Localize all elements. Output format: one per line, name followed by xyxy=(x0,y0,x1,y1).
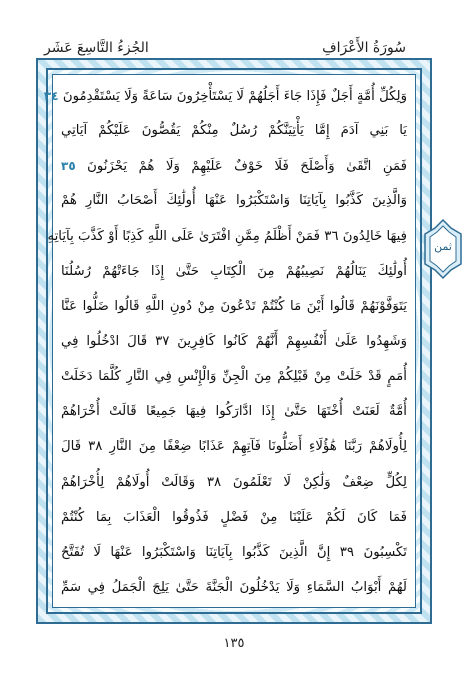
verse-line xyxy=(61,397,407,427)
verse-line xyxy=(61,292,407,322)
verse-line xyxy=(61,257,407,287)
page-number: ١٣٥ xyxy=(223,636,245,651)
verse-text: فَمَا كَانَ لَكُمْ عَلَيْنَا مِنْ فَضْلٍ فَذُوقُوا الْعَذَابَ بِمَا كُنْتُمْ xyxy=(61,509,407,525)
surah-title: سُورَةُ الأَعْرَافِ xyxy=(322,40,406,56)
verse-text: يَتَوَفَّوْنَهُمْ قَالُوا أَيْنَ مَا كُنْتُمْ تَدْعُونَ مِنْ دُونِ اللَّهِ قَالُوا ضَلُّوا عَنَّا xyxy=(61,298,407,314)
verse-line xyxy=(61,573,407,603)
verse-line xyxy=(61,362,407,392)
hizb-title: الجُزءُ التَّاسِعَ عَشَر xyxy=(44,40,149,56)
verse-line xyxy=(61,468,407,498)
verse-text: تَكْسِبُونَ ٣٩ إِنَّ الَّذِينَ كَذَّبُوا بِآيَاتِنَا وَاسْتَكْبَرُوا عَنْهَا لَا تُفَتَّحُ xyxy=(61,544,408,560)
verse-text: أُمَّةٌ لَعَنَتْ أُخْتَهَا حَتَّىٰ إِذَا ادَّارَكُوا فِيهَا جَمِيعًا قَالَتْ أُخْرَاهُمْ xyxy=(61,404,407,420)
verse-text: لَهُمْ أَبْوَابُ السَّمَاءِ وَلَا يَدْخُلُونَ الْجَنَّةَ حَتَّىٰ يَلِجَ الْجَمَلُ فِي سَمِّ xyxy=(61,579,407,595)
verse-line xyxy=(47,222,407,252)
verse-text: وَشَهِدُوا عَلَىٰ أَنْفُسِهِمْ أَنَّهُمْ كَانُوا كَافِرِينَ ٣٧ قَالَ ادْخُلُوا فِي xyxy=(61,333,407,349)
verse-text: أُولَٰئِكَ يَنَالُهُمْ نَصِيبُهُمْ مِنَ الْكِتَابِ حَتَّىٰ إِذَا جَاءَتْهُمْ رُسُلُنَا xyxy=(61,263,407,279)
eighth-marker-label: ثمن xyxy=(434,240,452,253)
verse-text: فَمَنِ اتَّقَىٰ وَأَصْلَحَ فَلَا خَوْفٌ عَلَيْهِمْ وَلَا هُمْ يَحْزَنُونَ xyxy=(87,159,407,175)
ayah-number: ٣٥ xyxy=(61,159,76,174)
verse-text: يَا بَنِي آدَمَ إِمَّا يَأْتِيَنَّكُمْ رُسُلٌ مِنْكُمْ يَقُصُّونَ عَلَيْكُمْ آيَاتِي xyxy=(61,123,407,139)
verse-line xyxy=(61,503,407,533)
ayah-number: ٣٤ xyxy=(43,89,59,103)
verse-text: فِيهَا خَالِدُونَ ٣٦ فَمَنْ أَظْلَمُ مِمَّنِ افْتَرَىٰ عَلَى اللَّهِ كَذِبًا أَوْ كَذَّبَ بِآيَاتِهِ xyxy=(47,228,407,244)
verse-text: وَلِكُلِّ أُمَّةٍ أَجَلٌ فَإِذَا جَاءَ أَجَلُهُمْ لَا يَسْتَأْخِرُونَ سَاعَةً وَلَا يَسْتَقْدِمُونَ xyxy=(62,89,407,104)
verse-line xyxy=(61,327,407,357)
verse-line xyxy=(61,432,407,462)
verse-text: أُمَمٍ قَدْ خَلَتْ مِنْ قَبْلِكُمْ مِنَ الْجِنِّ وَالْإِنْسِ فِي النَّارِ كُلَّمَا دَخَلَتْ xyxy=(61,369,407,385)
eighth-marker xyxy=(421,218,465,280)
verse-line xyxy=(61,538,407,568)
verse-line xyxy=(61,151,407,181)
text-lines xyxy=(43,81,408,603)
quran-text-area xyxy=(43,74,416,608)
verse-text: لِكُلٍّ ضِعْفٌ وَلَٰكِنْ لَا تَعْلَمُونَ ٣٨ وَقَالَتْ أُولَاهُمْ لِأُخْرَاهُمْ xyxy=(61,474,407,490)
verse-line xyxy=(61,186,407,216)
verse-line xyxy=(43,81,407,111)
verse-line xyxy=(61,116,407,146)
verse-text: لِأُولَاهُمْ رَبَّنَا هَٰؤُلَاءِ أَضَلُّونَا فَآتِهِمْ عَذَابًا ضِعْفًا مِنَ النَّارِ ٣٨ قَالَ xyxy=(61,439,408,455)
verse-text: وَالَّذِينَ كَذَّبُوا بِآيَاتِنَا وَاسْتَكْبَرُوا عَنْهَا أُولَٰئِكَ أَصْحَابُ النَّارِ هُمْ xyxy=(61,193,407,209)
